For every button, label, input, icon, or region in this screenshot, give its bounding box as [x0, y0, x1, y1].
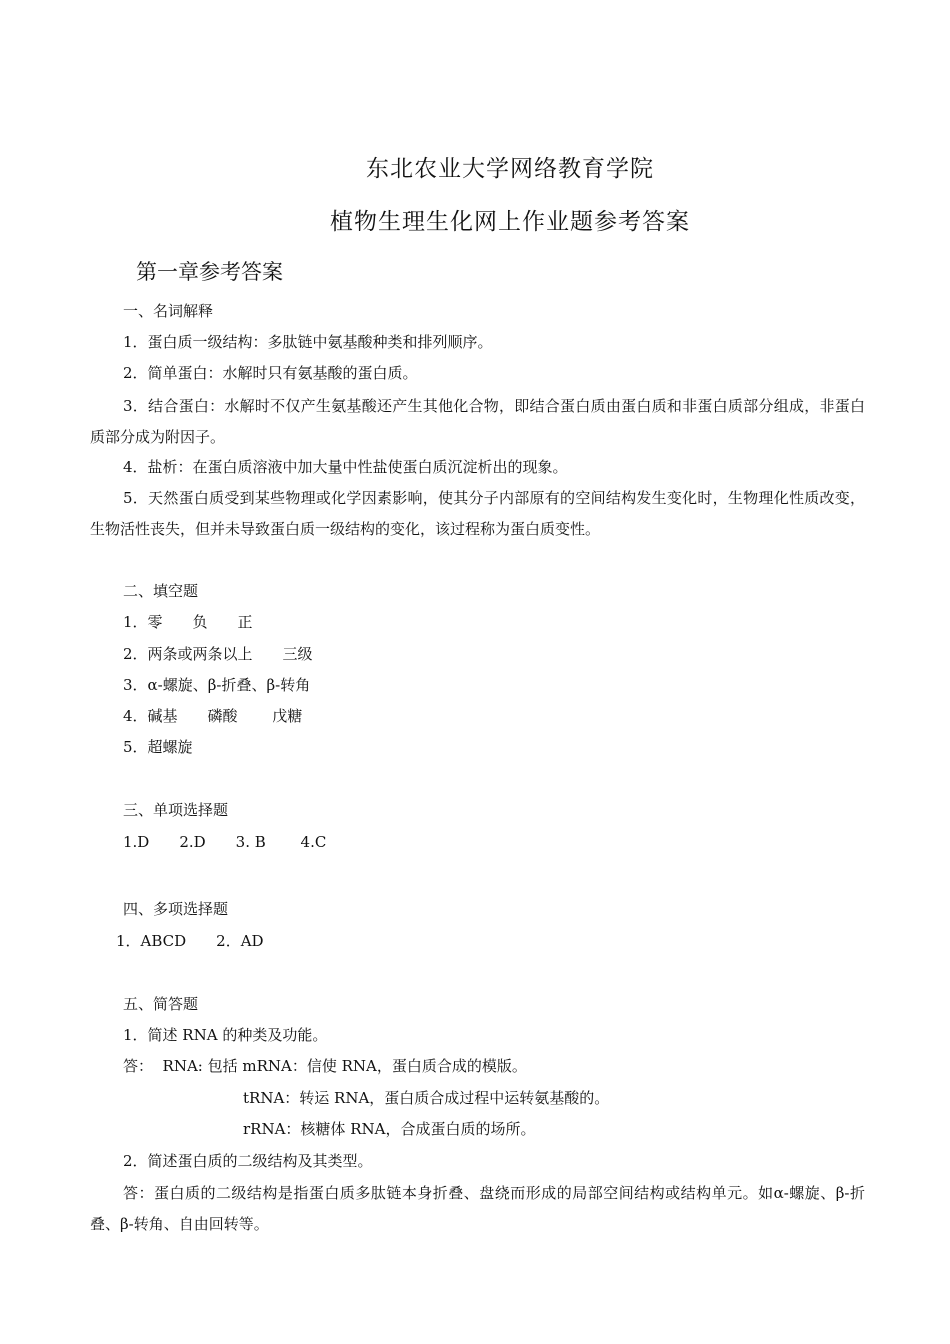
- section-heading-short-answer: 五、简答题: [123, 995, 199, 1013]
- short-answer-question: 1．简述 RNA 的种类及功能。: [123, 1026, 328, 1044]
- section-heading-single-choice: 三、单项选择题: [123, 801, 229, 819]
- fill-blank-item: 3．α-螺旋、β-折叠、β-转角: [123, 676, 311, 694]
- definition-item: 3．结合蛋白：水解时不仅产生氨基酸还产生其他化合物，即结合蛋白质由蛋白质和非蛋白质部分组成，非蛋白质部分成为附因子。: [90, 397, 865, 446]
- short-answer-answer-line: tRNA：转运 RNA，蛋白质合成过程中运转氨基酸的。: [243, 1089, 610, 1107]
- definition-item: 2．简单蛋白：水解时只有氨基酸的蛋白质。: [123, 364, 418, 382]
- chapter-heading: 第一章参考答案: [136, 260, 283, 284]
- document-title: 东北农业大学网络教育学院: [366, 156, 654, 182]
- section-heading-fill-blank: 二、填空题: [123, 582, 199, 600]
- single-choice-answers: 1.D 2.D 3. B 4.C: [123, 833, 327, 851]
- fill-blank-item: 4．碱基 磷酸 戊糖: [123, 707, 303, 725]
- fill-blank-item: 5．超螺旋: [123, 738, 193, 756]
- fill-blank-item: 2．两条或两条以上 三级: [123, 645, 313, 663]
- definition-item: 1．蛋白质一级结构：多肽链中氨基酸种类和排列顺序。: [123, 333, 493, 351]
- multiple-choice-answers: 1．ABCD 2．AD: [116, 932, 264, 950]
- section-heading-multiple-choice: 四、多项选择题: [123, 900, 229, 918]
- document-subtitle: 植物生理生化网上作业题参考答案: [330, 209, 690, 235]
- short-answer-answer: 答：蛋白质的二级结构是指蛋白质多肽链本身折叠、盘绕而形成的局部空间结构或结构单元。如α-螺旋、β-折叠、β-转角、自由回转等。: [90, 1184, 865, 1233]
- short-answer-answer-line: rRNA：核糖体 RNA，合成蛋白质的场所。: [243, 1120, 536, 1138]
- short-answer-question: 2．简述蛋白质的二级结构及其类型。: [123, 1152, 373, 1170]
- definition-item: 5．天然蛋白质受到某些物理或化学因素影响，使其分子内部原有的空间结构发生变化时，生物理化性质改变，生物活性丧失，但并未导致蛋白质一级结构的变化，该过程称为蛋白质变性。: [90, 489, 865, 538]
- fill-blank-item: 1．零 负 正: [123, 613, 253, 631]
- section-heading-definitions: 一、名词解释: [123, 302, 214, 320]
- short-answer-answer: 答： RNA: 包括 mRNA：信使 RNA，蛋白质合成的模版。: [123, 1057, 527, 1075]
- definition-item: 4．盐析：在蛋白质溶液中加大量中性盐使蛋白质沉淀析出的现象。: [123, 458, 568, 476]
